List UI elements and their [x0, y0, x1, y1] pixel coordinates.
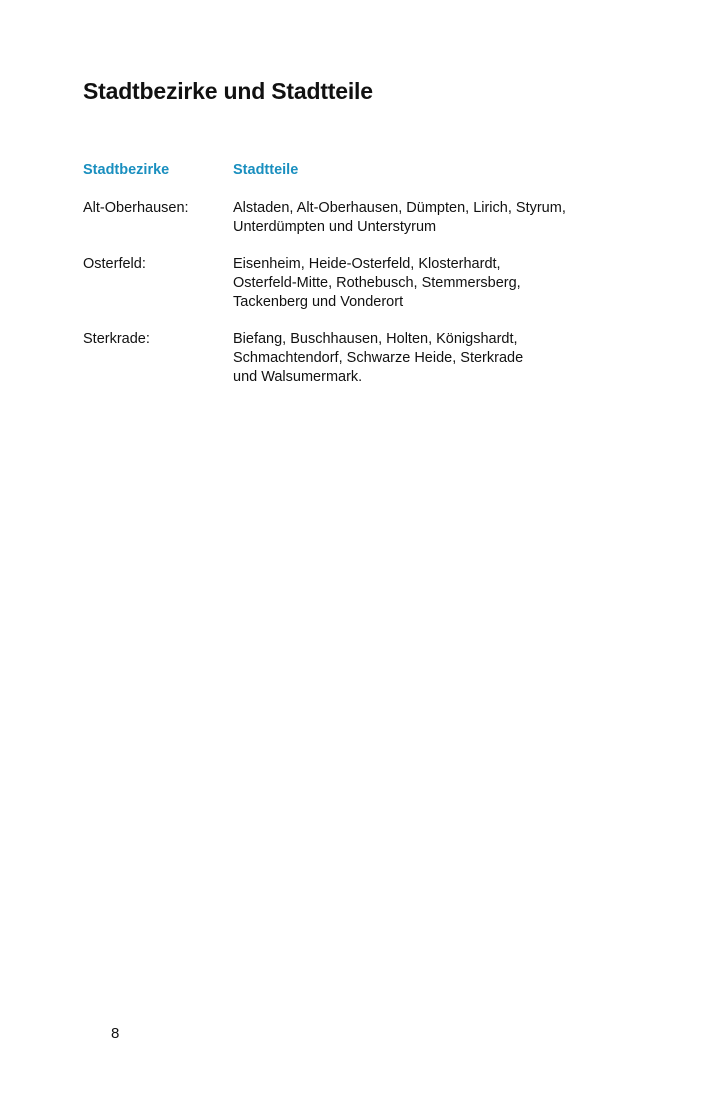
neighborhoods-line: Schmachtendorf, Schwarze Heide, Sterkrade [233, 350, 524, 366]
neighborhoods-line: Unterdümpten und Unterstyrum [233, 219, 437, 235]
page-title: Stadtbezirke und Stadtteile [83, 78, 373, 104]
neighborhoods-line: Biefang, Buschhausen, Holten, Königshardt, [233, 331, 518, 347]
table-row [83, 255, 623, 312]
district-name: Sterkrade: [83, 331, 150, 347]
neighborhoods-line: Tackenberg und Vonderort [233, 294, 404, 310]
table-header-row [83, 161, 623, 180]
district-neighborhoods [233, 255, 623, 312]
district-name: Osterfeld: [83, 256, 146, 272]
neighborhoods-line: und Walsumermark. [233, 369, 363, 385]
table-row [83, 330, 623, 387]
header-stadtteile: Stadtteile [233, 162, 299, 178]
table-row [83, 199, 623, 237]
neighborhoods-line: Osterfeld-Mitte, Rothebusch, Stemmersberg, [233, 275, 521, 291]
neighborhoods-line: Alstaden, Alt-Oberhausen, Dümpten, Lirich, Styrum, [233, 200, 566, 216]
page-number: 8 [111, 1025, 120, 1042]
district-neighborhoods [233, 199, 623, 237]
header-stadtbezirke: Stadtbezirke [83, 162, 170, 178]
district-neighborhoods [233, 330, 623, 387]
district-name: Alt-Oberhausen: [83, 200, 189, 216]
neighborhoods-line: Eisenheim, Heide-Osterfeld, Klosterhardt, [233, 256, 501, 272]
districts-table [83, 161, 623, 405]
